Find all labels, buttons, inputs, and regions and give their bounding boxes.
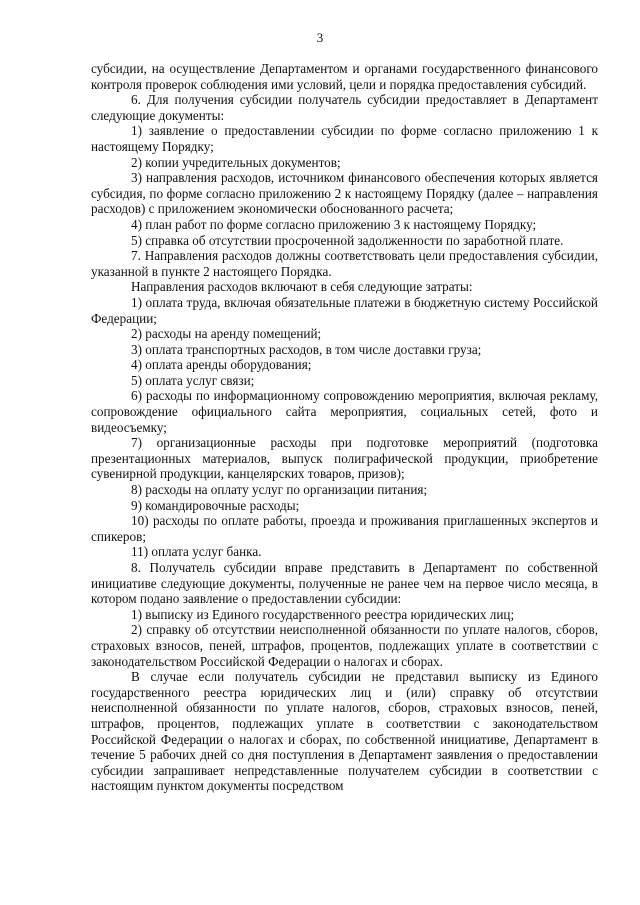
- paragraph: 8. Получатель субсидии вправе представить в Департамент по собственной инициативе следующие документы, полученные не ранее чем на первое число месяца, в котором подано заявление о предоставлении субсидии:: [91, 560, 598, 607]
- list-item: 5) оплата услуг связи;: [131, 372, 255, 388]
- list-item: 2) копии учредительных документов;: [131, 154, 341, 170]
- list-item: 1) оплата труда, включая обязательные платежи в бюджетную систему Российской Федерации;: [91, 294, 598, 326]
- list-item: 1) заявление о предоставлении субсидии по форме согласно приложению 1 к настоящему Порядку;: [91, 123, 598, 154]
- list-item: 4) оплата аренды оборудования;: [131, 357, 312, 373]
- list-item: 6) расходы по информационному сопровождению мероприятия, включая рекламу, сопровождение официального сайта мероприятия, социальных сетей, фото и видеосъемку;: [91, 388, 598, 435]
- paragraph: Направления расходов включают в себя следующие затраты:: [131, 279, 473, 295]
- list-item: 1) выписку из Единого государственного реестра юридических лиц;: [131, 606, 515, 622]
- list-item: 2) справку об отсутствии неисполненной обязанности по уплате налогов, сборов, страховых взносов, пеней, штрафов, процентов, подлежащих уплате в соответствии с законодательством Российской Федерации о налогах и сборах.: [91, 622, 598, 669]
- page-number: 3: [316, 30, 324, 45]
- list-item: 10) расходы по оплате работы, проезда и проживания приглашенных экспертов и спикеров;: [91, 513, 598, 544]
- list-item: 7) организационные расходы при подготовке мероприятий (подготовка презентационных материалов, выпуск полиграфической продукции, приобретение сувенирной продукции, канцелярских товаров, призов);: [91, 435, 598, 482]
- paragraph: В случае если получатель субсидии не представил выписку из Единого государственного реестра юридических лиц и (или) справку об отсутствии неисполненной обязанности по уплате налогов, сборов, страховых взносов, пеней, штрафов, процентов, подлежащих уплате в соответствии с законодательством Российской Федерации о налогах и сборах, по собственной инициативе, Департамент в течение 5 рабочих дней со дня поступления в Департамент заявления о предоставлении субсидии запрашивает непредставленные получателем субсидии в соответствии с настоящим пунктом документы посредством: [91, 669, 598, 794]
- list-item: 5) справка об отсутствии просроченной задолженности по заработной плате.: [131, 232, 564, 248]
- list-item: 4) план работ по форме согласно приложению 3 к настоящему Порядку;: [131, 216, 537, 232]
- list-item: 3) оплата транспортных расходов, в том числе доставки груза;: [131, 341, 482, 357]
- list-item: 2) расходы на аренду помещений;: [131, 326, 322, 342]
- list-item: 3) направления расходов, источником финансового обеспечения которых является субсидия, по форме согласно приложению 2 к настоящему Порядку (далее – направления расходов) с приложением экономически обоснованного расчета;: [91, 170, 598, 217]
- list-item: 8) расходы на оплату услуг по организации питания;: [131, 482, 428, 498]
- paragraph: субсидии, на осуществление Департаментом и органами государственного финансового контроля проверок соблюдения ими условий, цели и порядка предоставления субсидий.: [91, 61, 598, 92]
- list-item: 11) оплата услуг банка.: [131, 544, 262, 560]
- document-body: [91, 61, 598, 794]
- list-item: 9) командировочные расходы;: [131, 497, 300, 513]
- paragraph: 7. Направления расходов должны соответствовать цели предоставления субсидии, указанной в пункте 2 настоящего Порядка.: [91, 248, 598, 279]
- paragraph: 6. Для получения субсидии получатель субсидии предоставляет в Департамент следующие документы:: [91, 92, 598, 123]
